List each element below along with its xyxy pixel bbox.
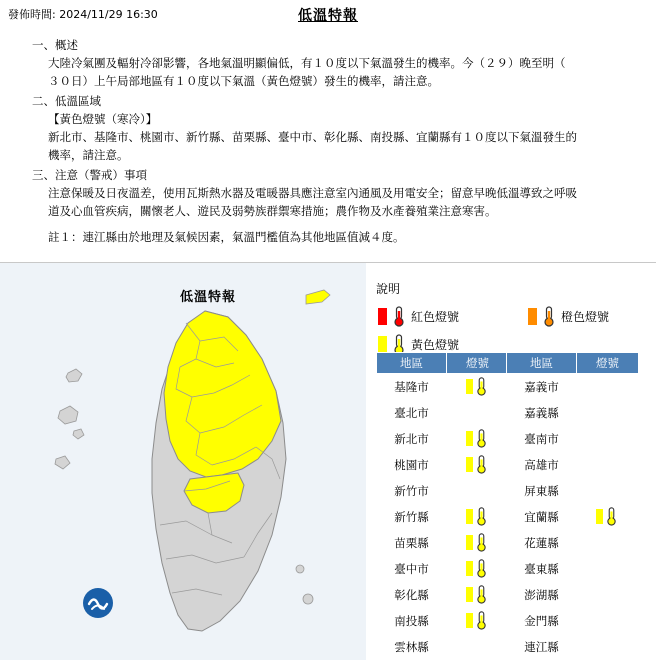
- thermometer-icon: [474, 454, 489, 474]
- thermometer-orange-icon: [541, 305, 557, 327]
- map-region-penghu-d: [55, 456, 70, 469]
- cell-signal: [447, 556, 509, 582]
- legend-title: 說明: [376, 282, 401, 296]
- thermometer-icon: [474, 376, 489, 396]
- cell-area: 雲林縣: [377, 634, 447, 660]
- signal-indicator: [466, 428, 489, 448]
- thermometer-icon: [474, 532, 489, 552]
- cell-signal: [577, 608, 639, 634]
- map-region-green-island: [296, 565, 304, 573]
- cell-signal: [447, 608, 509, 634]
- cell-signal: [447, 374, 509, 400]
- map-region-penghu-b: [58, 406, 78, 424]
- section-3-line-2: 道及心血管疾病，關懷老人、遊民及弱勢族群禦寒措施；農作物及水產養殖業注意寒害。: [48, 204, 497, 218]
- thermometer-icon: [604, 506, 619, 526]
- cell-signal: [577, 478, 639, 504]
- table-row: [377, 634, 509, 660]
- cell-signal: [577, 426, 639, 452]
- section-2-line-3: 機率，請注意。: [48, 148, 129, 162]
- table-body-right: [507, 374, 639, 660]
- map-region-orchid-island: [303, 594, 313, 604]
- signal-swatch: [466, 379, 473, 394]
- table-row: [507, 426, 639, 452]
- table-row: [507, 556, 639, 582]
- cell-signal: [447, 504, 509, 530]
- section-2-line-1: 【黃色燈號（寒冷）】: [48, 112, 158, 126]
- table-row: [377, 426, 509, 452]
- cell-signal: [577, 634, 639, 660]
- cell-area: 臺東縣: [507, 556, 577, 582]
- legend-item-orange: [528, 305, 609, 328]
- cell-signal: [577, 452, 639, 478]
- cell-signal: [447, 452, 509, 478]
- map-region-penghu-a: [66, 369, 82, 382]
- signal-indicator: [466, 532, 489, 552]
- signal-table-right: [506, 352, 639, 660]
- table-row: [377, 452, 509, 478]
- thermometer-icon: [474, 558, 489, 578]
- table-row: [377, 608, 509, 634]
- signal-table-left: [376, 352, 509, 660]
- cell-area: 新竹市: [377, 478, 447, 504]
- table-row: [507, 452, 639, 478]
- signal-indicator: [466, 610, 489, 630]
- cell-area: 南投縣: [377, 608, 447, 634]
- map-region-penghu-c: [73, 429, 84, 439]
- table-header-row-left: [377, 353, 509, 374]
- thermometer-icon: [474, 610, 489, 630]
- map-and-legend-panel: [0, 262, 656, 660]
- table-row: [507, 504, 639, 530]
- col-header-signal-left: 燈號: [447, 353, 509, 374]
- table-row: [507, 374, 639, 400]
- cell-signal: [447, 426, 509, 452]
- cell-area: 花蓮縣: [507, 530, 577, 556]
- table-row: [377, 530, 509, 556]
- table-row: [507, 530, 639, 556]
- thermometer-icon: [474, 506, 489, 526]
- page-title: 低溫特報: [298, 8, 358, 24]
- signal-swatch: [596, 509, 603, 524]
- cell-area: 桃園市: [377, 452, 447, 478]
- cell-area: 宜蘭縣: [507, 504, 577, 530]
- col-header-area-right: 地區: [507, 353, 577, 374]
- cell-area: 金門縣: [507, 608, 577, 634]
- thermometer-red-icon: [391, 305, 407, 327]
- signal-indicator: [466, 454, 489, 474]
- cell-signal: [577, 556, 639, 582]
- cell-area: 苗栗縣: [377, 530, 447, 556]
- yellow-swatch: [378, 336, 387, 353]
- legend-label-red: 紅色燈號: [411, 309, 460, 324]
- cell-signal: [577, 582, 639, 608]
- cell-area: 高雄市: [507, 452, 577, 478]
- map-title: 低溫特報: [180, 290, 237, 305]
- signal-swatch: [466, 535, 473, 550]
- cell-signal: [577, 504, 639, 530]
- signal-indicator: [466, 506, 489, 526]
- thermometer-icon: [474, 428, 489, 448]
- table-row: [377, 582, 509, 608]
- document-body: [32, 34, 628, 246]
- cell-area: 臺中市: [377, 556, 447, 582]
- table-row: [507, 608, 639, 634]
- cell-signal: [577, 530, 639, 556]
- section-heading-2: 二、低溫區域: [32, 94, 101, 108]
- legend-label-yellow: 黃色燈號: [411, 337, 460, 352]
- map-region-north-yellow: [164, 311, 281, 477]
- section-heading-1: 一、概述: [32, 38, 78, 52]
- cell-area: 新北市: [377, 426, 447, 452]
- table-body-left: [377, 374, 509, 660]
- cell-area: 連江縣: [507, 634, 577, 660]
- table-row: [377, 374, 509, 400]
- table-row: [377, 478, 509, 504]
- table-row: [377, 400, 509, 426]
- table-row: [377, 504, 509, 530]
- section-1-line-1: 大陸冷氣團及輻射冷卻影響，各地氣溫明顯偏低，有１０度以下氣溫發生的機率。今（２９）晚至明（: [48, 56, 566, 70]
- table-row: [507, 400, 639, 426]
- col-header-area-left: 地區: [377, 353, 447, 374]
- cell-signal: [447, 530, 509, 556]
- cell-area: 嘉義縣: [507, 400, 577, 426]
- signal-swatch: [466, 457, 473, 472]
- cell-area: 基隆市: [377, 374, 447, 400]
- cwa-logo-icon: [83, 588, 113, 618]
- cell-signal: [447, 582, 509, 608]
- issue-time: 發佈時間: 2024/11/29 16:30: [8, 8, 158, 21]
- signal-indicator: [596, 506, 619, 526]
- section-heading-3: 三、注意（警戒）事項: [32, 168, 147, 182]
- cell-area: 澎湖縣: [507, 582, 577, 608]
- signal-swatch: [466, 509, 473, 524]
- signal-swatch: [466, 587, 473, 602]
- taiwan-map: [0, 263, 366, 660]
- table-header-row-right: [507, 353, 639, 374]
- table-row: [507, 478, 639, 504]
- cell-area: 屏東縣: [507, 478, 577, 504]
- map-region-matsu: [306, 290, 330, 304]
- cell-area: 臺北市: [377, 400, 447, 426]
- legend-label-orange: 橙色燈號: [561, 309, 610, 324]
- cell-signal: [577, 374, 639, 400]
- thermometer-icon: [474, 584, 489, 604]
- signal-indicator: [466, 376, 489, 396]
- signal-indicator: [466, 558, 489, 578]
- red-swatch: [378, 308, 387, 325]
- signal-swatch: [466, 613, 473, 628]
- cell-area: 彰化縣: [377, 582, 447, 608]
- col-header-signal-right: 燈號: [577, 353, 639, 374]
- map-svg: [0, 263, 366, 660]
- footnote: 註１：連江縣由於地理及氣候因素，氣溫門檻值為其他地區值減４度。: [48, 230, 405, 244]
- cell-area: 新竹縣: [377, 504, 447, 530]
- section-3-line-1: 注意保暖及日夜溫差，使用瓦斯熱水器及電暖器具應注意室內通風及用電安全；留意早晚低溫導致之呼吸: [48, 186, 577, 200]
- signal-indicator: [466, 584, 489, 604]
- section-2-line-2: 新北市、基隆市、桃園市、新竹縣、苗栗縣、臺中市、彰化縣、南投縣、宜蘭縣有１０度以下氣溫發生的: [48, 130, 577, 144]
- legend-item-red: [378, 305, 459, 328]
- cell-signal: [447, 400, 509, 426]
- table-row: [507, 634, 639, 660]
- cell-signal: [447, 634, 509, 660]
- orange-swatch: [528, 308, 537, 325]
- cell-area: 嘉義市: [507, 374, 577, 400]
- cell-area: 臺南市: [507, 426, 577, 452]
- cell-signal: [577, 400, 639, 426]
- signal-swatch: [466, 561, 473, 576]
- signal-swatch: [466, 431, 473, 446]
- cell-signal: [447, 478, 509, 504]
- table-row: [507, 582, 639, 608]
- section-1-line-2: ３０日）上午局部地區有１０度以下氣溫（黃色燈號）發生的機率，請注意。: [48, 74, 439, 88]
- table-row: [377, 556, 509, 582]
